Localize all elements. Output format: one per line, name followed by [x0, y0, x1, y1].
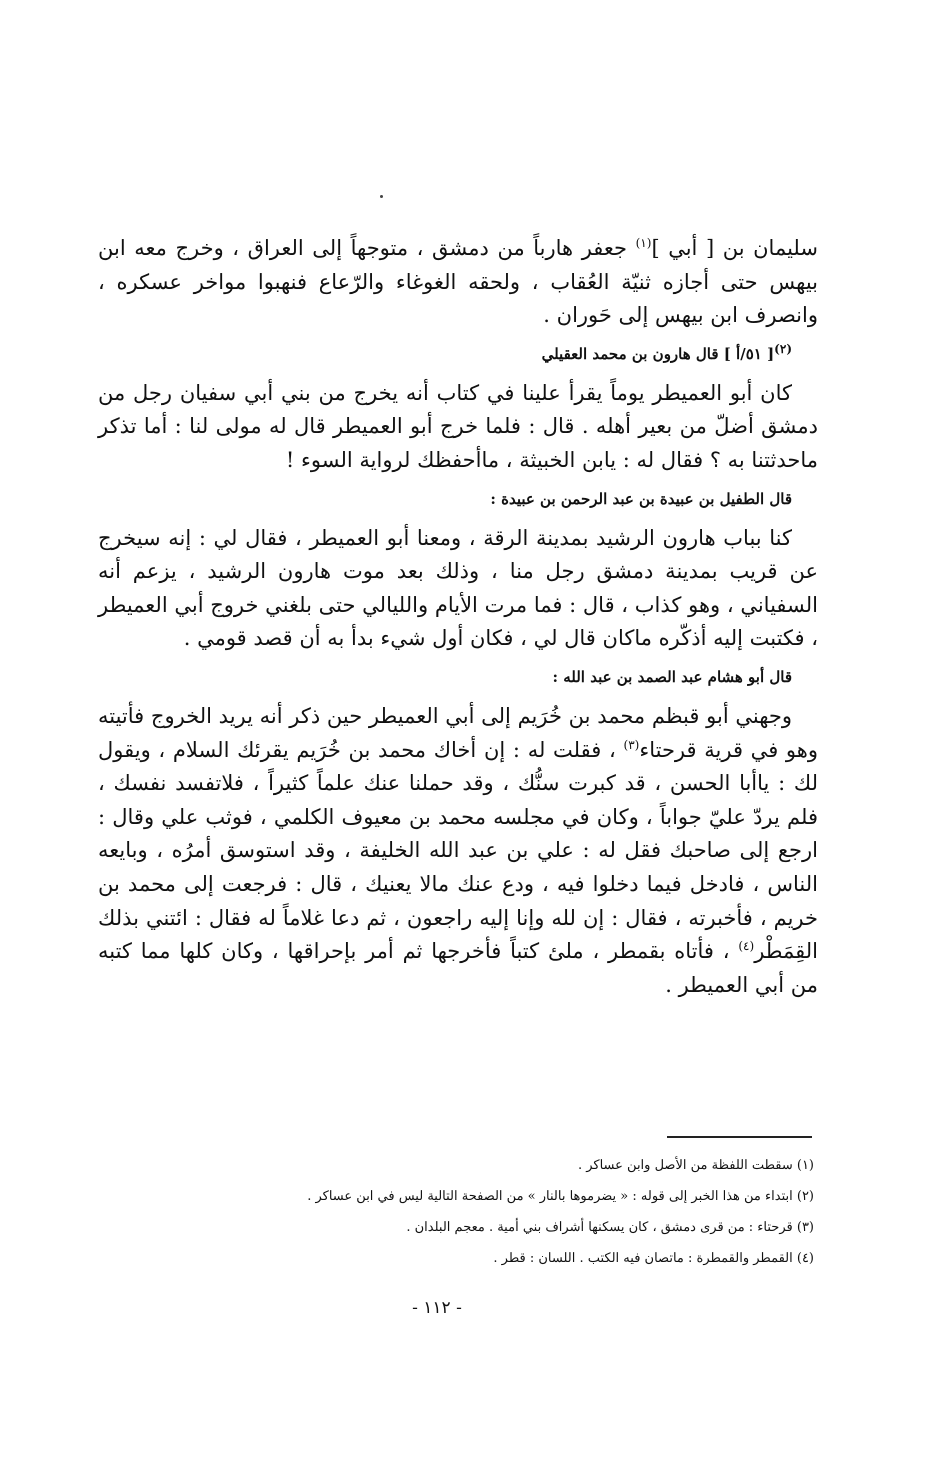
footnote-1: (١) سقطت اللفظة من الأصل وابن عساكر .: [577, 1158, 814, 1173]
paragraph-2: كان أبو العميطر يوماً يقرأ علينا في كتاب أنه يخرج من بني أبي سفيان رجل من دمشق أضلّ من بعير أهله . قال : فلما خرج أبو العميطر قال له مولى لنا : أما تذكر ماحدثتنا به ؟ فقال له : يابن الخبيثة ، ماأحفظك لرواية السوء !: [98, 380, 818, 472]
section-heading-1: $^{(٢)}$[ ٥١/أ ] قال هارون بن محمد العقيلي: [541, 341, 792, 363]
footnote-ref-2[interactable]: (٢): [774, 341, 792, 356]
section-heading-3: قال أبو هشام عبد الصمد بن عبد الله :: [552, 667, 792, 686]
main-text: [98, 232, 818, 1002]
footnotes: [214, 1150, 814, 1274]
paragraph-3: كنا بباب هارون الرشيد بمدينة الرقة ، ومعنا أبو العميطر ، فقال لي : إنه سيخرج عن قريب بمدينة دمشق رجل منا ، وذلك بعد موت هارون الرشيد ، يزعم أنه السفياني ، وهو كذاب ، قال : فما مرت الأيام والليالي حتى بلغني خروج أبي العميطر ، فكتبت إليه أذكّره ماكان قال لي ، فكان أول شيء بدأ به أن قصد قومي .: [98, 525, 818, 651]
footnote-2: (٢) ابتداء من هذا الخبر إلى قوله : « يضرموها بالنار » من الصفحة التالية ليس في ابن عساكر .: [307, 1189, 814, 1204]
footnote-4: (٤) القمطر والقمطرة : ماتصان فيه الكتب . اللسان : قطر .: [493, 1251, 814, 1266]
scan-speck: [380, 195, 383, 198]
footnote-ref-1[interactable]: (١): [635, 236, 652, 250]
footnote-separator: [667, 1136, 812, 1138]
section-heading-2: قال الطفيل بن عبيدة بن عبد الرحمن بن عبيدة :: [490, 489, 792, 508]
paragraph-4: وجهني أبو قبظم محمد بن خُرَيم إلى أبي العميطر حين ذكر أنه يريد الخروج فأتيته وهو في قرية قرحتاء$^{(٣)}$ ، فقلت له : إن أخاك محمد بن خُرَيم يقرئك السلام ، ويقول لك : ياأبا الحسن ، قد كبرت سنُّك ، وقد حملنا عنك علماً كثيراً ، فلاتفسد نفسك ، فلم يردّ عليّ جواباً ، وكان في مجلسه محمد بن معيوف الكلمي ، فوثب علي وقال : ارجع إلى صاحبك فقل له : علي بن عبد الله الخليفة ، وقد استوسق أمرُه ، وبايعه الناس ، فادخل فيما دخلوا فيه ، ودع عنك مالا يعنيك ، قال : فرجعت إلى محمد بن خريم ، فأخبرته ، فقال : إن لله وإنا إليه راجعون ، ثم دعا غلاماً له فقال : ائتني بذلك القِمَطْر$^{(٤)}$ ، فأتاه بقمطر ، ملئ كتباً فأخرجها ثم أمر بإحراقها ، وكان كلها مما كتبه من أبي العميطر .: [98, 703, 818, 997]
footnote-ref-3[interactable]: (٣): [623, 737, 640, 752]
page-number: - ١١٢ -: [412, 1298, 462, 1318]
footnote-3: (٣) قرحتاء : من قرى دمشق ، كان يسكنها أشراف بني أمية . معجم البلدان .: [406, 1220, 814, 1235]
footnote-ref-4[interactable]: (٤): [738, 939, 755, 954]
paragraph-1: سليمان بن [ أبي ]$^{(١)}$ جعفر هارباً من دمشق ، متوجهاً إلى العراق ، وخرج معه ابن بيهس حتى أجازه ثنيّة العُقاب ، ولحقه الغوغاء والرّعاع فنهبوا مواخر عسكره ، وانصرف ابن بيهس إلى حَوران .: [98, 236, 818, 328]
